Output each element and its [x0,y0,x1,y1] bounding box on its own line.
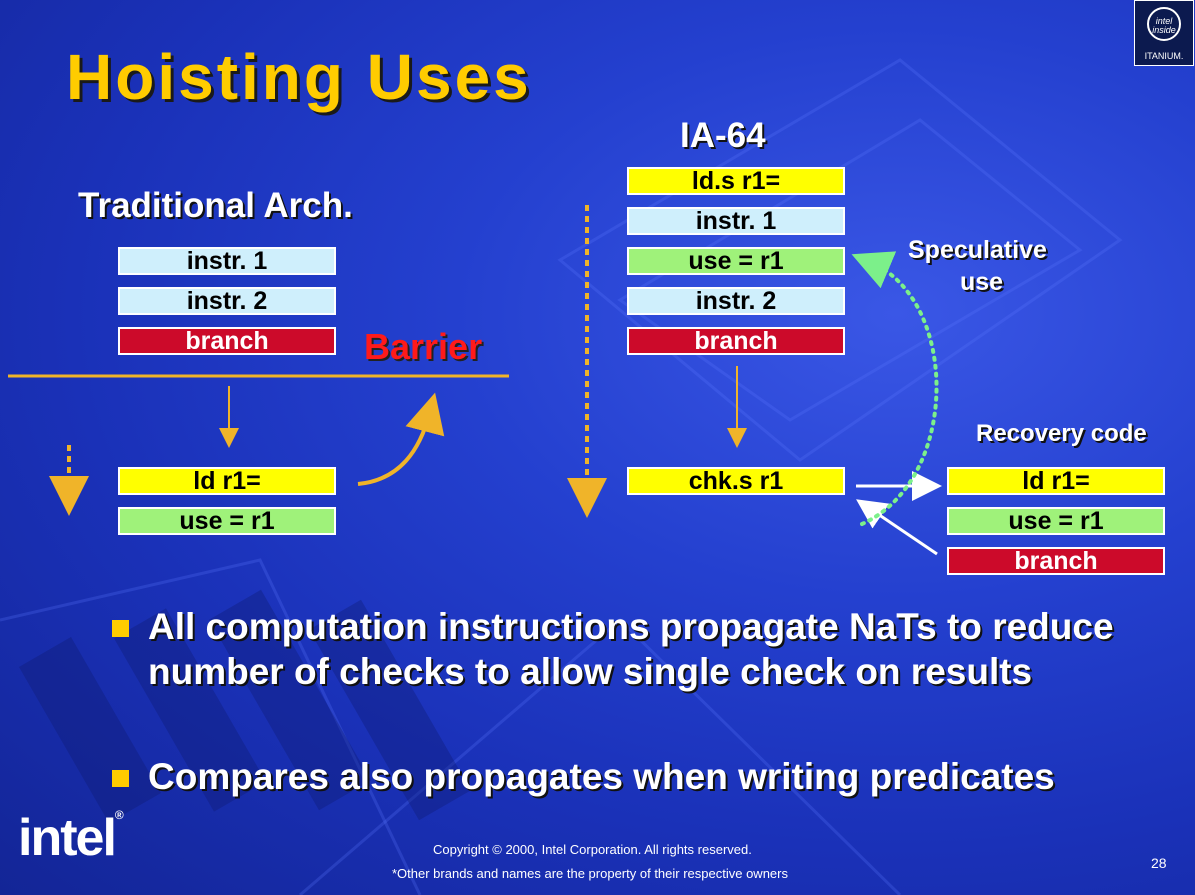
recovery-box-load: ld r1= [947,467,1165,495]
speculative-label-2: use [960,268,1004,296]
blocked-hoist-arrow [358,412,430,484]
trademark-note: *Other brands and names are the property of their respective owners [392,866,788,881]
ia64-box-instr1: instr. 1 [627,207,845,235]
ia64-box-lds: ld.s r1= [627,167,845,195]
intel-logo: intel® [18,808,122,867]
slide-title: Hoisting Uses [66,41,532,113]
traditional-heading: Traditional Arch. [78,186,353,225]
traditional-box-load: ld r1= [118,467,336,495]
ia64-box-chks: chk.s r1 [627,467,845,495]
traditional-box-branch: branch [118,327,336,355]
bullet-text-1: All computation instructions propagate NaTs to reduce number of checks to allow single check on results [148,606,1114,692]
ia64-heading: IA-64 [680,116,766,155]
intel-logo-text: intel [18,809,115,867]
ia64-box-branch: branch [627,327,845,355]
badge-inner-text: intel inside [1152,16,1176,35]
traditional-box-instr2: instr. 2 [118,287,336,315]
bullet-text-2: Compares also propagates when writing predicates [148,756,1055,797]
traditional-box-use: use = r1 [118,507,336,535]
traditional-box-instr1: instr. 1 [118,247,336,275]
ia64-box-instr2: instr. 2 [627,287,845,315]
from-recovery-arrow [866,506,937,554]
badge-label: ITANIUM. [1135,51,1193,61]
copyright-text: Copyright © 2000, Intel Corporation. All rights reserved. [433,842,752,857]
bullet-marker-1 [112,620,129,637]
ia64-box-use: use = r1 [627,247,845,275]
bullet-marker-2 [112,770,129,787]
recovery-code-heading: Recovery code [976,420,1147,447]
page-number: 28 [1151,855,1167,871]
barrier-label: Barrier [364,326,483,367]
recovery-box-branch: branch [947,547,1165,575]
speculative-label-1: Speculative [908,236,1047,264]
recovery-box-use: use = r1 [947,507,1165,535]
